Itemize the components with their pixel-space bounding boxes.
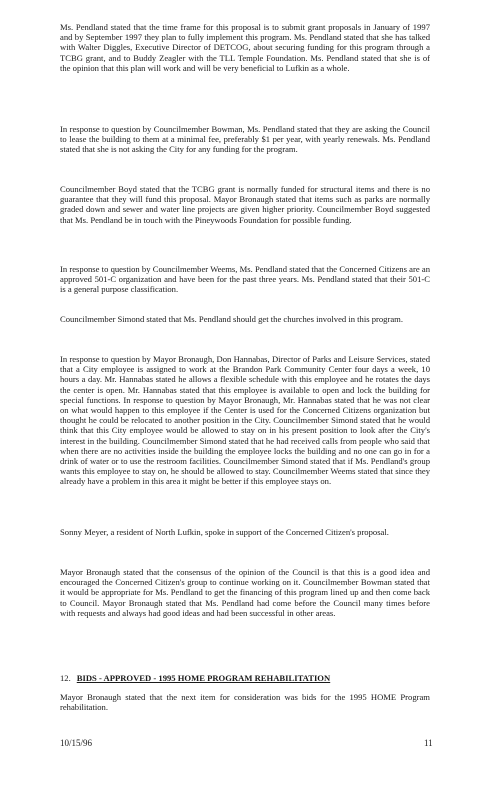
- paragraph-tcbg-grant: Councilmember Boyd stated that the TCBG grant is normally funded for structural items and there is no guarantee that they will fund this proposal. Mayor Bronaugh stated that items such as parks are normally graded down and sewer and water line projects are given higher priority. Councilmember Boyd suggested that Ms. Pendland be in touch with the Pineywoods Foundation for possible funding.: [60, 184, 430, 225]
- section-heading: [60, 673, 430, 683]
- paragraph-bids-intro: Mayor Bronaugh stated that the next item for consideration was bids for the 1995 HOME Program rehabilitation.: [60, 692, 430, 713]
- paragraph-sonny-meyer: Sonny Meyer, a resident of North Lufkin, spoke in support of the Concerned Citizen's proposal.: [60, 527, 389, 537]
- section-title: BIDS - APPROVED - 1995 HOME PROGRAM REHABILITATION: [76, 673, 331, 683]
- footer-page-number: 11: [424, 738, 433, 748]
- paragraph-churches: Councilmember Simond stated that Ms. Pendland should get the churches involved in this program.: [60, 314, 403, 324]
- paragraph-timeframe: Ms. Pendland stated that the time frame for this proposal is to submit grant proposals in January of 1997 and by September 1997 they plan to fully implement this program. Ms. Pendland stated that she has talked with Walter Diggles, Executive Director of DETCOG, about securing funding for this program through a TCBG grant, and to Buddy Zeagler with the TLL Temple Foundation. Ms. Pendland stated that she is of the opinion that this plan will work and will be very beneficial to Lufkin as a whole.: [60, 22, 430, 73]
- paragraph-city-employee: In response to question by Mayor Bronaugh, Don Hannabas, Director of Parks and Leisure Services, stated that a City employee is assigned to work at the Brandon Park Community Center four days a week, 10 hours a day. Mr. Hannabas stated he allows a flexible schedule with this employee and he rotates the days the center is open. Mr. Hannabas stated that this employee is available to open and lock the building for special functions. In response to question by Mayor Bronaugh, Mr. Hannabas stated that he was not clear on what would happen to this employee if the Center is used for the Concerned Citizens organization but thought he could be relocated to another position in the City. Councilmember Simond stated that he would think that this City employee would be allowed to stay on in his present position to look after the City's interest in the building. Councilmember Simond stated that he had received calls from people who said that when there are no activities inside the building the employee locks the building and no one can go in for a drink of water or to use the restroom facilities. Councilmember Simond stated that if Ms. Pendland's group wants this employee to stay on, he should be allowed to stay. Councilmember Weems stated that since they already have a problem in this area it might be better if this employee stays on.: [60, 354, 430, 487]
- section-number: 12.: [60, 673, 71, 683]
- paragraph-501c-status: In response to question by Councilmember Weems, Ms. Pendland stated that the Concerned Citizens are an approved 501-C organization and have been for the past three years. Ms. Pendland stated that their 501-C is a general purpose classification.: [60, 264, 430, 295]
- footer-date: 10/15/96: [60, 738, 93, 748]
- paragraph-lease-request: In response to question by Councilmember Bowman, Ms. Pendland stated that they are asking the Council to lease the building to them at a minimal fee, preferably $1 per year, with yearly renewals. Ms. Pendland stated that she is not asking the City for any funding for the program.: [60, 124, 430, 155]
- paragraph-consensus: Mayor Bronaugh stated that the consensus of the opinion of the Council is that this is a good idea and encouraged the Concerned Citizen's group to continue working on it. Councilmember Bowman stated that it would be appropriate for Ms. Pendland to get the financing of this program lined up and then come back to Council. Mayor Bronaugh stated that Ms. Pendland had come before the Council many times before with requests and always had good ideas and had been successful in other areas.: [60, 567, 430, 618]
